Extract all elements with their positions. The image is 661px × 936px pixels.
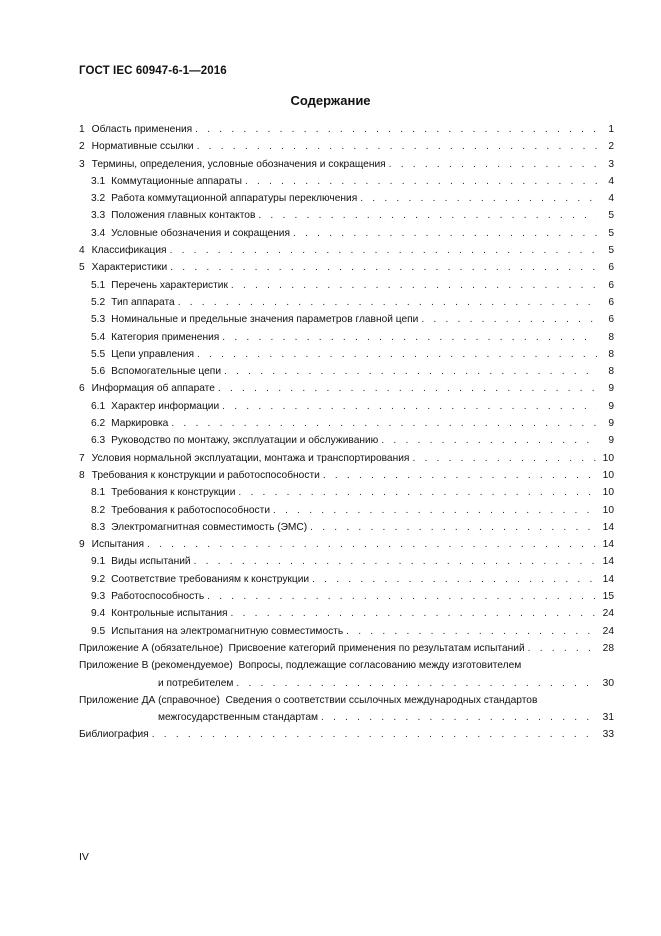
toc-entry-page: 15 [602, 591, 614, 603]
toc-entry[interactable] [79, 173, 614, 190]
toc-entry-title: Перечень характеристик [111, 279, 228, 291]
toc-entry-page: 5 [608, 210, 614, 222]
dot-leader [389, 156, 597, 173]
toc-entry[interactable] [79, 121, 614, 138]
appendix-a-title: Присвоение категорий применения по результатам испытаний [228, 642, 525, 654]
dot-leader [170, 259, 597, 276]
toc-entry-page: 10 [602, 504, 614, 516]
toc-entry[interactable] [79, 605, 614, 622]
toc-entry-title: Категория применения [111, 331, 220, 343]
dot-leader [224, 363, 597, 380]
toc-entry[interactable] [79, 311, 614, 328]
toc-entry-page: 14 [602, 539, 614, 551]
toc-entry[interactable] [79, 363, 614, 380]
toc-appendix-da-line1[interactable] [79, 692, 614, 709]
toc-entry-title: Требования к конструкции [111, 487, 236, 499]
toc-entry[interactable] [79, 588, 614, 605]
toc-entry-page: 5 [608, 227, 614, 239]
toc-entry-title: Положения главных контактов [111, 210, 256, 222]
toc-appendix-a[interactable] [79, 640, 614, 657]
toc-entry[interactable] [79, 623, 614, 640]
toc-entry-page: 10 [602, 452, 614, 464]
toc-entry-number: 5.6 [91, 366, 106, 378]
toc-entry-page: 4 [608, 193, 614, 205]
dot-leader [194, 553, 597, 570]
dot-leader [245, 173, 597, 190]
toc-entry-number: 5.3 [91, 314, 106, 326]
toc-entry[interactable] [79, 484, 614, 501]
dot-leader [222, 398, 597, 415]
toc-entry[interactable] [79, 294, 614, 311]
toc-entry-number: 3.2 [91, 193, 106, 205]
page-title: Содержание [290, 93, 371, 108]
toc-entry-title: Электромагнитная совместимость (ЭМС) [111, 521, 308, 533]
toc-entry-number: 8.1 [91, 487, 106, 499]
dot-leader [170, 242, 597, 259]
toc-entry-number: 4 [79, 245, 85, 257]
toc-entry-title: Условия нормальной эксплуатации, монтажа и транспортирования [91, 452, 410, 464]
toc-entry-title: Тип аппарата [111, 296, 175, 308]
toc-entry-number: 5.4 [91, 331, 106, 343]
toc-entry-page: 10 [602, 469, 614, 481]
appendix-da-label: Приложение ДА (справочное) [79, 694, 220, 706]
dot-leader [171, 415, 597, 432]
toc-entry[interactable] [79, 415, 614, 432]
toc-entry-number: 5.5 [91, 348, 106, 360]
dot-leader [152, 726, 597, 743]
toc-bibliography[interactable] [79, 726, 614, 743]
dot-leader [238, 484, 597, 501]
toc-entry[interactable] [79, 519, 614, 536]
toc-entry-title: Термины, определения, условные обозначения и сокращения [91, 158, 386, 170]
toc-entry-number: 3.4 [91, 227, 106, 239]
toc-entry[interactable] [79, 398, 614, 415]
toc-entry[interactable] [79, 571, 614, 588]
toc-entry[interactable] [79, 502, 614, 519]
appendix-da-page: 31 [602, 712, 614, 724]
appendix-b-page: 30 [602, 677, 614, 689]
toc-entry[interactable] [79, 259, 614, 276]
dot-leader [218, 380, 597, 397]
toc-entry-title: Номинальные и предельные значения параметров главной цепи [111, 314, 419, 326]
toc-entry-title: Вспомогательные цепи [111, 366, 222, 378]
toc-entry-title: Нормативные ссылки [91, 141, 194, 153]
toc-entry[interactable] [79, 138, 614, 155]
dot-leader [222, 329, 597, 346]
dot-leader [310, 519, 597, 536]
toc-entry-number: 3 [79, 158, 85, 170]
toc-entry-page: 14 [602, 573, 614, 585]
toc-entry[interactable] [79, 450, 614, 467]
toc-entry-number: 3.1 [91, 175, 106, 187]
toc-entry-number: 6.3 [91, 435, 106, 447]
dot-leader [147, 536, 597, 553]
dot-leader [197, 138, 597, 155]
toc-entry-number: 6.2 [91, 418, 106, 430]
toc-entry-number: 8.2 [91, 504, 106, 516]
appendix-b-title-line1: Вопросы, подлежащие согласованию между изготовителем [238, 660, 522, 672]
toc-entry-title: Виды испытаний [111, 556, 191, 568]
dot-leader [258, 207, 597, 224]
toc-entry-title: Требования к конструкции и работоспособности [91, 469, 320, 481]
toc-entry[interactable] [79, 207, 614, 224]
toc-entry-title: Испытания на электромагнитную совместимость [111, 625, 344, 637]
dot-leader [360, 190, 597, 207]
toc-entry[interactable] [79, 380, 614, 397]
toc-entry-title: Характер информации [111, 400, 220, 412]
dot-leader [346, 623, 597, 640]
toc-entry-page: 9 [608, 400, 614, 412]
toc-entry-page: 5 [608, 245, 614, 257]
dot-leader [273, 502, 597, 519]
toc-entry[interactable] [79, 190, 614, 207]
toc-entry-page: 8 [608, 366, 614, 378]
toc-entry-page: 8 [608, 348, 614, 360]
toc-entry-page: 24 [602, 608, 614, 620]
appendix-a-label: Приложение А (обязательное) [79, 642, 223, 654]
toc-entry-number: 6.1 [91, 400, 106, 412]
dot-leader [178, 294, 597, 311]
toc-entry-number: 5.1 [91, 279, 106, 291]
toc-entry-title: Контрольные испытания [111, 608, 228, 620]
toc-entry-title: Область применения [91, 124, 193, 135]
dot-leader [381, 432, 597, 449]
toc-entry-number: 5.2 [91, 296, 106, 308]
toc-entry[interactable] [79, 346, 614, 363]
toc-entry-page: 10 [602, 487, 614, 499]
toc-entry-page: 1 [608, 124, 614, 135]
toc-entry-number: 1 [79, 124, 85, 135]
toc-entry-page: 6 [608, 262, 614, 274]
toc-entry-page: 6 [608, 314, 614, 326]
appendix-da-title-line2: межгосударственным стандартам [158, 712, 318, 724]
bibliography-page: 33 [602, 729, 614, 741]
toc-entry[interactable] [79, 277, 614, 294]
dot-leader [236, 675, 597, 692]
toc-appendix-b-line2[interactable] [79, 675, 614, 692]
toc-entry[interactable] [79, 156, 614, 173]
toc-entry-title: Классификация [91, 245, 167, 257]
document-header: ГОСТ IEC 60947-6-1—2016 [79, 65, 227, 77]
toc-entry-number: 9.4 [91, 608, 106, 620]
toc-entry[interactable] [79, 553, 614, 570]
dot-leader [231, 605, 597, 622]
toc-entry-page: 6 [608, 279, 614, 291]
toc-entry-page: 9 [608, 435, 614, 447]
toc-entry-number: 8.3 [91, 521, 106, 533]
toc-entry[interactable] [79, 467, 614, 484]
toc-entry[interactable] [79, 225, 614, 242]
dot-leader [293, 225, 597, 242]
toc-entry-title: Работа коммутационной аппаратуры переключения [111, 193, 358, 205]
toc-entry-page: 14 [602, 521, 614, 533]
dot-leader [195, 121, 597, 138]
toc-appendix-da-line2[interactable] [79, 709, 614, 726]
toc-entry-page: 4 [608, 175, 614, 187]
dot-leader [528, 640, 597, 657]
toc-entry-number: 9.5 [91, 625, 106, 637]
appendix-b-title-line2: и потребителем [158, 677, 234, 689]
toc-appendix-b-line1[interactable] [79, 657, 614, 674]
toc-entry-number: 6 [79, 383, 85, 395]
toc-entry-title: Работоспособность [111, 591, 205, 603]
toc-entry-number: 7 [79, 452, 85, 464]
toc-entry-title: Цепи управления [111, 348, 194, 360]
page-number-footer: IV [79, 851, 89, 863]
bibliography-title: Библиография [79, 729, 149, 741]
toc-entry-page: 24 [602, 625, 614, 637]
toc-entry-number: 9.3 [91, 591, 106, 603]
toc-entry[interactable] [79, 329, 614, 346]
toc-entry-title: Коммутационные аппараты [111, 175, 242, 187]
toc-entry-title: Маркировка [111, 418, 169, 430]
dot-leader [207, 588, 597, 605]
dot-leader [312, 571, 597, 588]
toc-entry-title: Испытания [91, 539, 144, 551]
toc-entry-title: Руководство по монтажу, эксплуатации и обслуживанию [111, 435, 379, 447]
toc-entry-page: 6 [608, 296, 614, 308]
toc-entry-number: 3.3 [91, 210, 106, 222]
toc-entry-title: Характеристики [91, 262, 168, 274]
dot-leader [197, 346, 597, 363]
dot-leader [323, 467, 597, 484]
toc-entry-title: Условные обозначения и сокращения [111, 227, 291, 239]
toc-entry-number: 9.2 [91, 573, 106, 585]
toc-entry[interactable] [79, 432, 614, 449]
table-of-contents [79, 121, 614, 744]
toc-entry-page: 9 [608, 418, 614, 430]
toc-entry-page: 8 [608, 331, 614, 343]
toc-entry-page: 9 [608, 383, 614, 395]
dot-leader [231, 277, 597, 294]
toc-entry-number: 9.1 [91, 556, 106, 568]
dot-leader [412, 450, 597, 467]
toc-entry-page: 2 [608, 141, 614, 153]
toc-entry-page: 14 [602, 556, 614, 568]
toc-entry-number: 9 [79, 539, 85, 551]
toc-entry[interactable] [79, 536, 614, 553]
toc-entry-title: Требования к работоспособности [111, 504, 271, 516]
appendix-da-title-line1: Сведения о соответствии ссылочных международных стандартов [225, 694, 538, 706]
toc-entry-number: 2 [79, 141, 85, 153]
dot-leader [421, 311, 597, 328]
appendix-a-page: 28 [602, 642, 614, 654]
appendix-b-label: Приложение В (рекомендуемое) [79, 660, 233, 672]
toc-entry-number: 5 [79, 262, 85, 274]
toc-entry-title: Соответствие требованиям к конструкции [111, 573, 310, 585]
toc-entry[interactable] [79, 242, 614, 259]
toc-entry-number: 8 [79, 469, 85, 481]
dot-leader [321, 709, 597, 726]
toc-entry-page: 3 [608, 158, 614, 170]
toc-entry-title: Информация об аппарате [91, 383, 215, 395]
